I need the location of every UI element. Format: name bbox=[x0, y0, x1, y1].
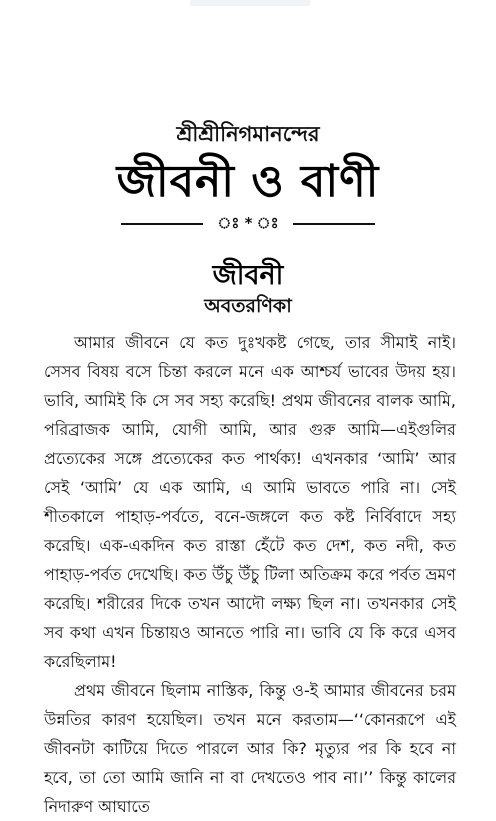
section-title: জীবনী bbox=[212, 260, 284, 291]
divider-glyph: ঃ * ঃ bbox=[217, 213, 279, 232]
section-subtitle: অবতরণিকা bbox=[204, 295, 292, 317]
book-pre-title: শ্রীশ্রীনিগমানন্দের bbox=[176, 122, 320, 146]
body-text bbox=[44, 328, 456, 821]
book-title: জীবনী ও বাণী bbox=[116, 156, 380, 207]
scan-mark bbox=[190, 0, 310, 6]
ornament-divider bbox=[0, 212, 496, 236]
paragraph: আমার জীবনে যে কত দুঃখকষ্ট গেছে, তার সীমাই নাই। সেসব বিষয় বসে চিন্তা করলে মনে এক আশ্চর্য ভাবের উদয় হয়। ভাবি, আমিই কি সে সব সহ্য করেছি! প্রথম জীবনের বালক আমি, পরিব্রাজক আমি, যোগী আমি, আর গুরু আমি—এইগুলির প্রত্যেকের সঙ্গে প্রত্যেকের কত পার্থক্য! এখনকার ‘আমি’ আর সেই ‘আমি’ যে এক আমি, এ আমি ভাবতে পারি না। সেই শীতকালে পাহাড়-পর্বতে, বনে-জঙ্গলে কত কষ্ট নির্বিবাদে সহ্য করেছি। এক-একদিন কত রাস্তা হেঁটে কত দেশ, কত নদী, কত পাহাড়-পর্বত দেখেছি। কত উঁচু উঁচু টিলা অতিক্রম করে পর্বত ভ্রমণ করেছি। শরীরের দিকে তখন আদৌ লক্ষ্য ছিল না। তখনকার সেই সব কথা এখন চিন্তায়ও আনতে পারি না। ভাবি যে কি করে এসব করেছিলাম! bbox=[44, 333, 456, 671]
divider-rule-left bbox=[121, 223, 203, 225]
divider-rule-right bbox=[293, 223, 375, 225]
paragraph: প্রথম জীবনে ছিলাম নাস্তিক, কিন্তু ও-ই আমার জীবনের চরম উন্নতির কারণ হয়েছিল। তখন মনে করতাম—‘‘কোনরূপে এই জীবনটা কাটিয়ে দিতে পারলে আর কি? মৃত্যুর পর কি হবে না হবে, তা তো আমি জানি না বা দেখতেও পাব না।’’ কিন্তু কালের নিদারুণ আঘাতে bbox=[44, 681, 456, 816]
